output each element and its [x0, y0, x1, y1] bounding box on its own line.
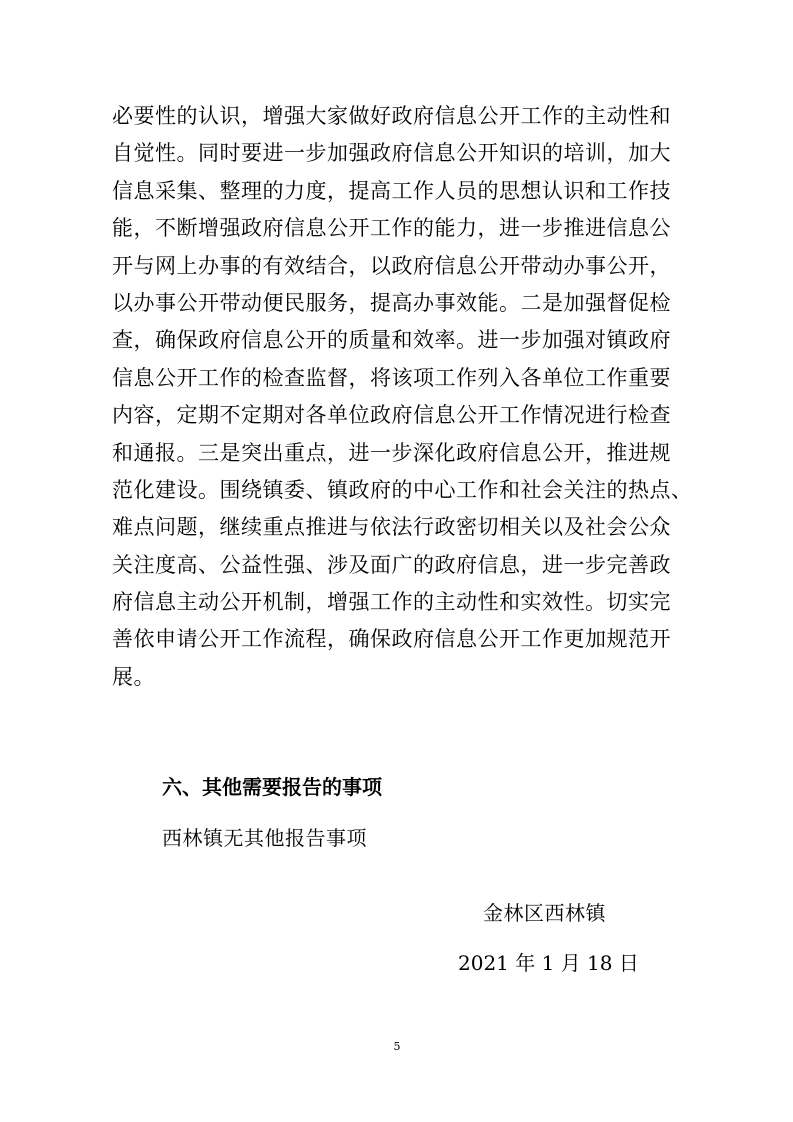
- paragraph-line: 难点问题，继续重点推进与依法行政密切相关以及社会公众: [112, 515, 671, 540]
- signature-date: 2021 年 1 月 18 日: [458, 951, 639, 975]
- paragraph-line: 和通报。三是突出重点，进一步深化政府信息公开，推进规: [112, 440, 671, 465]
- paragraph-line: 信息公开工作的检查监督，将该项工作列入各单位工作重要: [112, 365, 671, 390]
- paragraph-line: 范化建设。围绕镇委、镇政府的中心工作和社会关注的热点、: [112, 477, 693, 502]
- paragraph-line: 自觉性。同时要进一步加强政府信息公开知识的培训，加大: [112, 141, 671, 166]
- paragraph-line: 必要性的认识，增强大家做好政府信息公开工作的主动性和: [112, 104, 671, 128]
- paragraph-line: 能，不断增强政府信息公开工作的能力，进一步推进信息公: [112, 216, 671, 241]
- paragraph-line: 查，确保政府信息公开的质量和效率。进一步加强对镇政府: [112, 328, 671, 353]
- paragraph-line: 信息采集、整理的力度，提高工作人员的思想认识和工作技: [112, 178, 671, 203]
- paragraph-line: 关注度高、公益性强、涉及面广的政府信息，进一步完善政: [112, 552, 671, 577]
- paragraph-line: 展。: [112, 664, 155, 689]
- paragraph-line: 以办事公开带动便民服务，提高办事效能。二是加强督促检: [112, 290, 671, 315]
- paragraph-line: 内容，定期不定期对各单位政府信息公开工作情况进行检查: [112, 403, 671, 428]
- signature-organization: 金林区西林镇: [483, 901, 606, 925]
- body-paragraph: [112, 98, 693, 696]
- section-6-heading: 六、其他需要报告的事项: [162, 775, 382, 799]
- paragraph-line: 善依申请公开工作流程，确保政府信息公开工作更加规范开: [112, 627, 671, 652]
- paragraph-line: 府信息主动公开机制，增强工作的主动性和实效性。切实完: [112, 590, 671, 615]
- page-number: 5: [393, 1040, 401, 1053]
- paragraph-line: 开与网上办事的有效结合，以政府信息公开带动办事公开，: [112, 253, 671, 278]
- section-6-body: 西林镇无其他报告事项: [162, 826, 367, 850]
